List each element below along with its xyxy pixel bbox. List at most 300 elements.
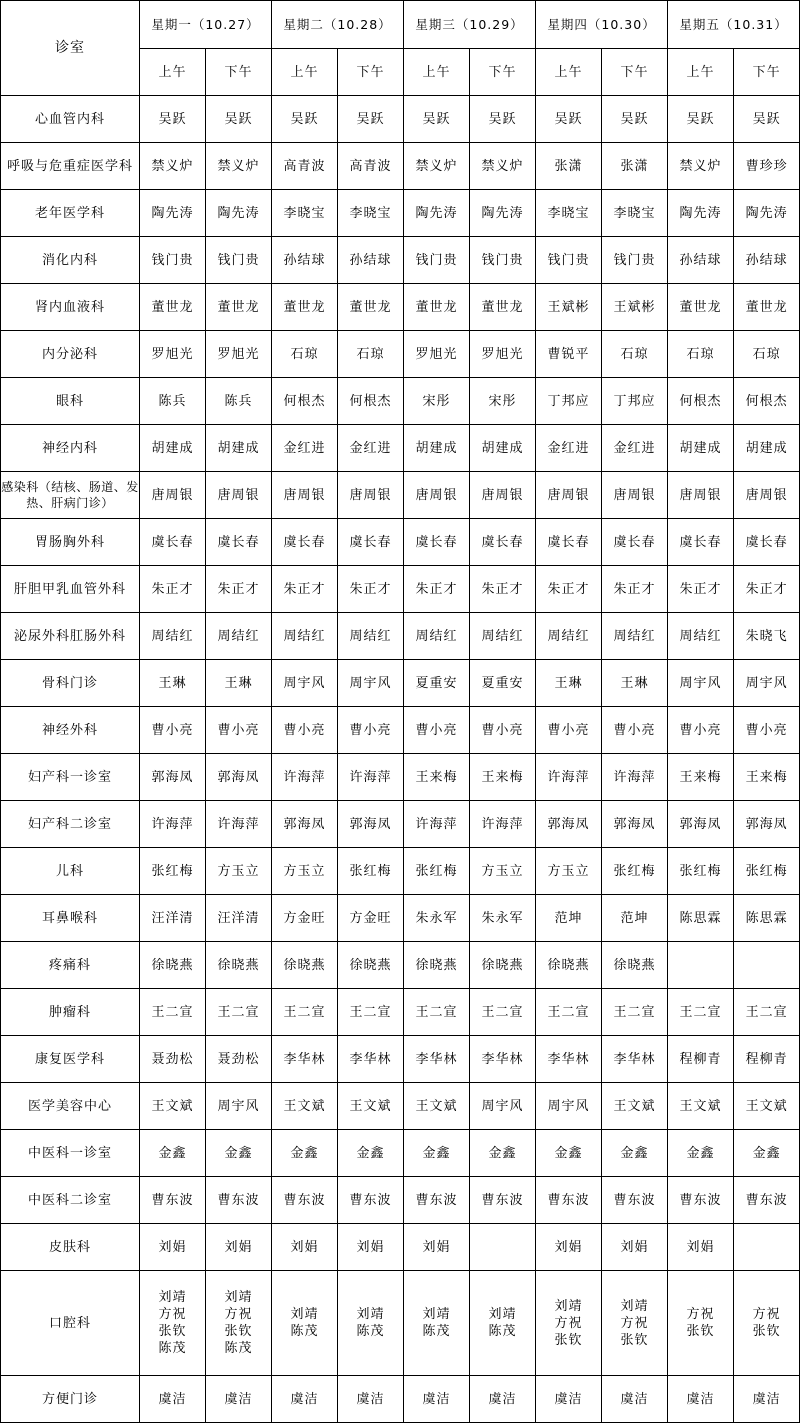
doctor-cell: 徐晓燕	[470, 942, 536, 989]
doctor-cell: 刘靖 陈茂	[404, 1271, 470, 1376]
doctor-cell	[470, 1224, 536, 1271]
doctor-cell: 陈思霖	[668, 895, 734, 942]
doctor-cell: 曹小亮	[602, 707, 668, 754]
doctor-cell: 唐周银	[470, 472, 536, 519]
table-row	[1, 519, 800, 566]
doctor-cell: 禁义炉	[668, 143, 734, 190]
doctor-cell: 曹珍珍	[734, 143, 800, 190]
doctor-cell: 钱门贵	[536, 237, 602, 284]
doctor-cell: 许海萍	[470, 801, 536, 848]
department-name: 中医科二诊室	[1, 1177, 140, 1224]
doctor-cell: 张潇	[602, 143, 668, 190]
doctor-cell: 金鑫	[404, 1130, 470, 1177]
doctor-cell: 虞长春	[140, 519, 206, 566]
table-row	[1, 284, 800, 331]
doctor-cell: 刘娟	[206, 1224, 272, 1271]
doctor-cell: 刘娟	[404, 1224, 470, 1271]
department-name: 儿科	[1, 848, 140, 895]
doctor-cell: 朱永军	[404, 895, 470, 942]
table-row	[1, 378, 800, 425]
doctor-cell: 虞洁	[536, 1376, 602, 1423]
doctor-cell: 虞长春	[338, 519, 404, 566]
table-row	[1, 707, 800, 754]
doctor-cell: 李华林	[404, 1036, 470, 1083]
doctor-cell: 罗旭光	[140, 331, 206, 378]
doctor-cell: 刘娟	[338, 1224, 404, 1271]
period-pm: 下午	[206, 49, 272, 96]
doctor-cell: 吴跃	[536, 96, 602, 143]
doctor-cell: 吴跃	[338, 96, 404, 143]
department-name: 方便门诊	[1, 1376, 140, 1423]
doctor-cell: 吴跃	[140, 96, 206, 143]
doctor-cell: 王文斌	[272, 1083, 338, 1130]
doctor-cell: 何根杰	[734, 378, 800, 425]
department-name: 肝胆甲乳血管外科	[1, 566, 140, 613]
table-row	[1, 566, 800, 613]
department-name: 医学美容中心	[1, 1083, 140, 1130]
doctor-cell: 虞洁	[140, 1376, 206, 1423]
doctor-cell: 虞长春	[734, 519, 800, 566]
doctor-cell: 高青波	[338, 143, 404, 190]
doctor-cell: 胡建成	[734, 425, 800, 472]
doctor-cell: 汪洋清	[140, 895, 206, 942]
doctor-cell: 周结红	[338, 613, 404, 660]
doctor-cell: 王二宣	[734, 989, 800, 1036]
doctor-cell: 曹东波	[470, 1177, 536, 1224]
doctor-cell: 禁义炉	[206, 143, 272, 190]
doctor-cell: 胡建成	[668, 425, 734, 472]
table-row	[1, 801, 800, 848]
table-row	[1, 237, 800, 284]
doctor-cell: 朱正才	[206, 566, 272, 613]
doctor-cell: 石琼	[338, 331, 404, 378]
doctor-cell: 范坤	[536, 895, 602, 942]
doctor-cell: 陶先涛	[734, 190, 800, 237]
doctor-cell: 程柳青	[734, 1036, 800, 1083]
doctor-cell: 方祝 张钦	[668, 1271, 734, 1376]
doctor-cell: 周宇风	[470, 1083, 536, 1130]
doctor-cell: 吴跃	[404, 96, 470, 143]
doctor-cell: 唐周银	[536, 472, 602, 519]
department-name: 老年医学科	[1, 190, 140, 237]
period-pm: 下午	[734, 49, 800, 96]
doctor-cell: 周结红	[602, 613, 668, 660]
doctor-cell: 唐周银	[404, 472, 470, 519]
doctor-cell: 陶先涛	[404, 190, 470, 237]
doctor-cell: 董世龙	[206, 284, 272, 331]
doctor-cell: 刘靖 方祝 张钦	[536, 1271, 602, 1376]
doctor-cell: 陶先涛	[206, 190, 272, 237]
doctor-cell: 曹东波	[140, 1177, 206, 1224]
doctor-cell: 金红进	[536, 425, 602, 472]
doctor-cell: 禁义炉	[470, 143, 536, 190]
doctor-cell: 周结红	[272, 613, 338, 660]
doctor-cell: 罗旭光	[206, 331, 272, 378]
doctor-cell: 刘靖 陈茂	[272, 1271, 338, 1376]
day-header-wed: 星期三（10.29）	[404, 1, 536, 49]
doctor-cell: 徐晓燕	[206, 942, 272, 989]
doctor-cell: 胡建成	[404, 425, 470, 472]
doctor-cell	[734, 942, 800, 989]
doctor-cell: 方金旺	[338, 895, 404, 942]
doctor-cell: 钱门贵	[140, 237, 206, 284]
period-am: 上午	[140, 49, 206, 96]
table-row	[1, 1177, 800, 1224]
doctor-cell: 朱正才	[536, 566, 602, 613]
doctor-cell: 徐晓燕	[404, 942, 470, 989]
table-row	[1, 331, 800, 378]
table-row	[1, 1271, 800, 1376]
doctor-cell: 郭海凤	[206, 754, 272, 801]
doctor-cell: 朱正才	[470, 566, 536, 613]
doctor-cell: 张红梅	[602, 848, 668, 895]
department-name: 神经内科	[1, 425, 140, 472]
doctor-cell: 孙结球	[338, 237, 404, 284]
doctor-cell: 吴跃	[602, 96, 668, 143]
department-name: 呼吸与危重症医学科	[1, 143, 140, 190]
doctor-cell: 唐周银	[140, 472, 206, 519]
doctor-cell: 罗旭光	[470, 331, 536, 378]
doctor-cell: 王来梅	[404, 754, 470, 801]
doctor-cell: 石琼	[272, 331, 338, 378]
doctor-cell: 李晓宝	[338, 190, 404, 237]
doctor-cell: 王琳	[140, 660, 206, 707]
doctor-cell: 刘娟	[536, 1224, 602, 1271]
doctor-cell: 刘靖 方祝 张钦 陈茂	[206, 1271, 272, 1376]
doctor-cell: 何根杰	[668, 378, 734, 425]
doctor-cell: 曹东波	[734, 1177, 800, 1224]
doctor-cell: 许海萍	[140, 801, 206, 848]
doctor-cell: 李晓宝	[272, 190, 338, 237]
table-row	[1, 1130, 800, 1177]
doctor-cell: 曹东波	[206, 1177, 272, 1224]
doctor-cell: 金鑫	[470, 1130, 536, 1177]
doctor-cell: 徐晓燕	[536, 942, 602, 989]
department-name: 神经外科	[1, 707, 140, 754]
doctor-cell: 钱门贵	[470, 237, 536, 284]
doctor-cell: 虞长春	[668, 519, 734, 566]
doctor-cell: 朱正才	[404, 566, 470, 613]
table-row	[1, 190, 800, 237]
doctor-cell: 虞洁	[668, 1376, 734, 1423]
table-row	[1, 143, 800, 190]
table-row	[1, 895, 800, 942]
doctor-cell: 陶先涛	[470, 190, 536, 237]
doctor-cell: 董世龙	[272, 284, 338, 331]
doctor-cell: 王琳	[602, 660, 668, 707]
schedule-body	[1, 96, 800, 1423]
doctor-cell: 张红梅	[668, 848, 734, 895]
doctor-cell: 宋彤	[470, 378, 536, 425]
doctor-cell: 罗旭光	[404, 331, 470, 378]
doctor-cell: 王二宣	[470, 989, 536, 1036]
doctor-cell: 曹东波	[668, 1177, 734, 1224]
doctor-cell: 钱门贵	[206, 237, 272, 284]
day-header-mon: 星期一（10.27）	[140, 1, 272, 49]
doctor-cell: 高青波	[272, 143, 338, 190]
doctor-cell: 董世龙	[470, 284, 536, 331]
doctor-cell: 方玉立	[272, 848, 338, 895]
doctor-cell: 金鑫	[668, 1130, 734, 1177]
doctor-cell: 唐周银	[602, 472, 668, 519]
period-pm: 下午	[602, 49, 668, 96]
doctor-cell: 周结红	[668, 613, 734, 660]
doctor-cell: 刘靖 陈茂	[470, 1271, 536, 1376]
table-row	[1, 1083, 800, 1130]
doctor-cell: 方玉立	[536, 848, 602, 895]
doctor-cell: 朱正才	[668, 566, 734, 613]
doctor-cell: 刘娟	[602, 1224, 668, 1271]
doctor-cell: 徐晓燕	[272, 942, 338, 989]
doctor-cell: 王文斌	[404, 1083, 470, 1130]
department-name: 内分泌科	[1, 331, 140, 378]
department-name: 口腔科	[1, 1271, 140, 1376]
doctor-cell: 李华林	[536, 1036, 602, 1083]
department-name: 妇产科一诊室	[1, 754, 140, 801]
doctor-cell: 吴跃	[272, 96, 338, 143]
doctor-cell: 金鑫	[140, 1130, 206, 1177]
table-row	[1, 1224, 800, 1271]
doctor-cell: 夏重安	[470, 660, 536, 707]
doctor-cell: 禁义炉	[404, 143, 470, 190]
department-name: 眼科	[1, 378, 140, 425]
doctor-cell: 董世龙	[404, 284, 470, 331]
doctor-cell: 钱门贵	[602, 237, 668, 284]
doctor-cell: 虞洁	[734, 1376, 800, 1423]
doctor-cell: 吴跃	[734, 96, 800, 143]
doctor-cell: 朱正才	[140, 566, 206, 613]
doctor-cell: 石琼	[734, 331, 800, 378]
doctor-cell: 孙结球	[734, 237, 800, 284]
doctor-cell: 朱晓飞	[734, 613, 800, 660]
doctor-cell: 张红梅	[338, 848, 404, 895]
doctor-cell: 王二宣	[338, 989, 404, 1036]
doctor-cell: 郭海凤	[602, 801, 668, 848]
day-header-thu: 星期四（10.30）	[536, 1, 668, 49]
doctor-cell: 金红进	[602, 425, 668, 472]
doctor-cell: 虞长春	[536, 519, 602, 566]
doctor-cell: 何根杰	[272, 378, 338, 425]
doctor-cell: 陶先涛	[140, 190, 206, 237]
department-name: 心血管内科	[1, 96, 140, 143]
doctor-cell: 张潇	[536, 143, 602, 190]
department-name: 皮肤科	[1, 1224, 140, 1271]
doctor-cell: 唐周银	[338, 472, 404, 519]
doctor-cell: 金鑫	[206, 1130, 272, 1177]
doctor-cell: 朱正才	[602, 566, 668, 613]
header-day-row	[1, 1, 800, 49]
doctor-cell: 王斌彬	[536, 284, 602, 331]
doctor-cell: 周宇风	[536, 1083, 602, 1130]
doctor-cell: 胡建成	[206, 425, 272, 472]
doctor-cell: 周宇风	[206, 1083, 272, 1130]
doctor-cell: 许海萍	[602, 754, 668, 801]
doctor-cell: 丁邦应	[536, 378, 602, 425]
doctor-cell: 许海萍	[272, 754, 338, 801]
table-row	[1, 942, 800, 989]
doctor-cell: 王二宣	[602, 989, 668, 1036]
doctor-cell: 郭海凤	[272, 801, 338, 848]
doctor-cell: 方祝 张钦	[734, 1271, 800, 1376]
doctor-cell: 王斌彬	[602, 284, 668, 331]
doctor-cell: 金红进	[272, 425, 338, 472]
department-name: 康复医学科	[1, 1036, 140, 1083]
period-pm: 下午	[338, 49, 404, 96]
doctor-cell: 曹东波	[536, 1177, 602, 1224]
doctor-cell: 徐晓燕	[602, 942, 668, 989]
doctor-cell: 周结红	[470, 613, 536, 660]
doctor-cell	[734, 1224, 800, 1271]
doctor-cell: 吴跃	[668, 96, 734, 143]
doctor-cell: 程柳青	[668, 1036, 734, 1083]
doctor-cell: 徐晓燕	[338, 942, 404, 989]
doctor-cell: 金鑫	[602, 1130, 668, 1177]
doctor-cell: 许海萍	[206, 801, 272, 848]
doctor-cell: 孙结球	[272, 237, 338, 284]
doctor-cell: 吴跃	[206, 96, 272, 143]
doctor-cell: 王文斌	[140, 1083, 206, 1130]
period-am: 上午	[404, 49, 470, 96]
department-name: 感染科（结核、肠道、发热、肝病门诊）	[1, 472, 140, 519]
doctor-cell: 周宇风	[272, 660, 338, 707]
doctor-cell: 曹小亮	[206, 707, 272, 754]
doctor-cell: 虞长春	[404, 519, 470, 566]
doctor-cell: 方玉立	[470, 848, 536, 895]
doctor-cell: 王琳	[206, 660, 272, 707]
doctor-cell: 许海萍	[404, 801, 470, 848]
room-header: 诊室	[1, 1, 140, 96]
doctor-cell: 石琼	[602, 331, 668, 378]
doctor-cell: 虞洁	[338, 1376, 404, 1423]
doctor-cell: 金鑫	[734, 1130, 800, 1177]
department-name: 消化内科	[1, 237, 140, 284]
table-row	[1, 96, 800, 143]
doctor-cell: 孙结球	[668, 237, 734, 284]
doctor-cell: 曹小亮	[272, 707, 338, 754]
doctor-cell: 王文斌	[668, 1083, 734, 1130]
table-row	[1, 472, 800, 519]
doctor-cell: 王来梅	[668, 754, 734, 801]
doctor-cell: 王二宣	[668, 989, 734, 1036]
doctor-cell: 董世龙	[140, 284, 206, 331]
day-header-fri: 星期五（10.31）	[668, 1, 800, 49]
doctor-cell: 虞洁	[602, 1376, 668, 1423]
doctor-cell: 周宇风	[734, 660, 800, 707]
doctor-cell: 周宇风	[338, 660, 404, 707]
doctor-cell: 曹小亮	[668, 707, 734, 754]
doctor-cell: 胡建成	[140, 425, 206, 472]
day-header-tue: 星期二（10.28）	[272, 1, 404, 49]
doctor-cell: 朱正才	[734, 566, 800, 613]
department-name: 骨科门诊	[1, 660, 140, 707]
doctor-cell: 王文斌	[338, 1083, 404, 1130]
doctor-cell: 周结红	[404, 613, 470, 660]
doctor-cell: 刘靖 方祝 张钦	[602, 1271, 668, 1376]
doctor-cell: 李华林	[602, 1036, 668, 1083]
doctor-cell: 刘靖 方祝 张钦 陈茂	[140, 1271, 206, 1376]
doctor-cell: 钱门贵	[404, 237, 470, 284]
doctor-cell: 禁义炉	[140, 143, 206, 190]
table-row	[1, 754, 800, 801]
doctor-cell: 范坤	[602, 895, 668, 942]
doctor-cell: 周结红	[140, 613, 206, 660]
table-row	[1, 425, 800, 472]
doctor-cell: 李华林	[470, 1036, 536, 1083]
doctor-cell: 曹东波	[272, 1177, 338, 1224]
doctor-cell: 王来梅	[734, 754, 800, 801]
doctor-cell: 虞洁	[404, 1376, 470, 1423]
doctor-cell: 朱永军	[470, 895, 536, 942]
doctor-cell: 何根杰	[338, 378, 404, 425]
doctor-cell: 王二宣	[206, 989, 272, 1036]
doctor-cell: 郭海凤	[668, 801, 734, 848]
doctor-cell: 石琼	[668, 331, 734, 378]
doctor-cell: 虞长春	[602, 519, 668, 566]
period-am: 上午	[272, 49, 338, 96]
doctor-cell: 唐周银	[272, 472, 338, 519]
doctor-cell: 汪洋清	[206, 895, 272, 942]
doctor-cell	[668, 942, 734, 989]
doctor-cell: 董世龙	[338, 284, 404, 331]
doctor-cell: 曹小亮	[140, 707, 206, 754]
doctor-cell: 刘娟	[272, 1224, 338, 1271]
period-am: 上午	[668, 49, 734, 96]
doctor-cell: 郭海凤	[734, 801, 800, 848]
doctor-cell: 张红梅	[734, 848, 800, 895]
doctor-cell: 金鑫	[536, 1130, 602, 1177]
doctor-cell: 聂劲松	[206, 1036, 272, 1083]
doctor-cell: 周结红	[206, 613, 272, 660]
doctor-cell: 曹东波	[404, 1177, 470, 1224]
department-name: 胃肠胸外科	[1, 519, 140, 566]
doctor-cell: 周宇风	[668, 660, 734, 707]
doctor-cell: 曹东波	[602, 1177, 668, 1224]
doctor-cell: 周结红	[536, 613, 602, 660]
department-name: 妇产科二诊室	[1, 801, 140, 848]
doctor-cell: 胡建成	[470, 425, 536, 472]
doctor-cell: 董世龙	[668, 284, 734, 331]
doctor-cell: 虞洁	[470, 1376, 536, 1423]
doctor-cell: 徐晓燕	[140, 942, 206, 989]
doctor-cell: 王琳	[536, 660, 602, 707]
doctor-cell: 董世龙	[734, 284, 800, 331]
doctor-cell: 曹小亮	[536, 707, 602, 754]
doctor-cell: 张红梅	[140, 848, 206, 895]
period-pm: 下午	[470, 49, 536, 96]
doctor-cell: 唐周银	[668, 472, 734, 519]
department-name: 泌尿外科肛肠外科	[1, 613, 140, 660]
table-row	[1, 660, 800, 707]
period-am: 上午	[536, 49, 602, 96]
doctor-cell: 虞长春	[206, 519, 272, 566]
doctor-cell: 王来梅	[470, 754, 536, 801]
doctor-cell: 唐周银	[734, 472, 800, 519]
doctor-cell: 许海萍	[338, 754, 404, 801]
doctor-cell: 唐周银	[206, 472, 272, 519]
doctor-cell: 刘靖 陈茂	[338, 1271, 404, 1376]
department-name: 肾内血液科	[1, 284, 140, 331]
doctor-cell: 曹锐平	[536, 331, 602, 378]
doctor-cell: 虞长春	[272, 519, 338, 566]
doctor-cell: 聂劲松	[140, 1036, 206, 1083]
doctor-cell: 金鑫	[272, 1130, 338, 1177]
doctor-cell: 刘娟	[668, 1224, 734, 1271]
department-name: 疼痛科	[1, 942, 140, 989]
doctor-cell: 金鑫	[338, 1130, 404, 1177]
doctor-cell: 虞洁	[272, 1376, 338, 1423]
doctor-cell: 王二宣	[536, 989, 602, 1036]
doctor-cell: 方金旺	[272, 895, 338, 942]
